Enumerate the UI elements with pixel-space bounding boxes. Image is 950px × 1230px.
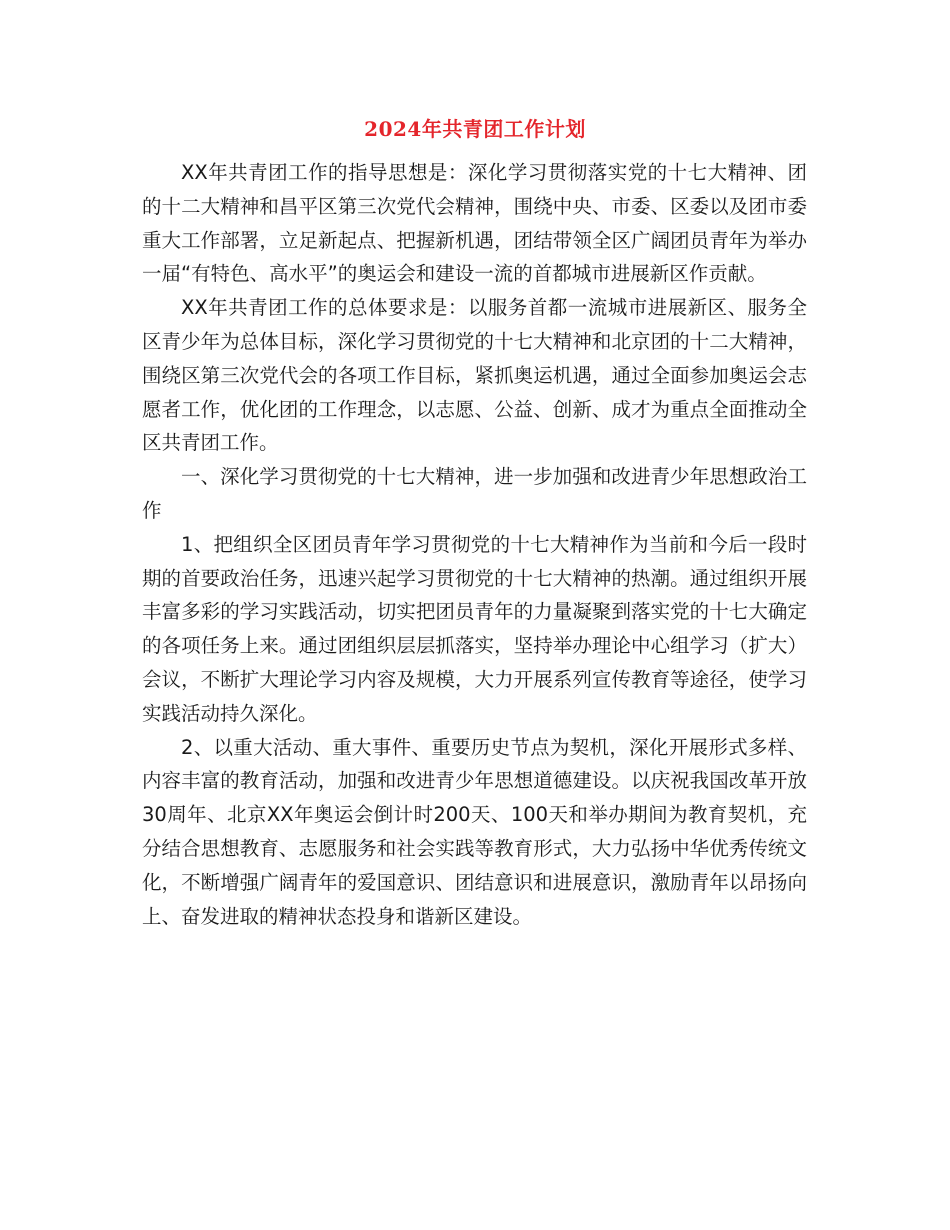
paragraph-item-1: 1、把组织全区团员青年学习贯彻党的十七大精神作为当前和今后一段时期的首要政治任务，迅速兴起学习贯彻党的十七大精神的热潮。通过组织开展丰富多彩的学习实践活动，切实把团员青年的力量凝聚到落实党的十七大确定的各项任务上来。通过团组织层层抓落实，坚持举办理论中心组学习（扩大）会议，不断扩大理论学习内容及规模，大力开展系列宣传教育等途径，使学习实践活动持久深化。 bbox=[142, 532, 807, 725]
section-heading-one: 一、深化学习贯彻党的十七大精神，进一步加强和改进青少年思想政治工作 bbox=[142, 465, 807, 522]
paragraph-guiding-ideology: XX年共青团工作的指导思想是：深化学习贯彻落实党的十七大精神、团的十二大精神和昌平区第三次党代会精神，围绕中央、市委、区委以及团市委重大工作部署，立足新起点、把握新机遇，团结带领全区广阔团员青年为举办一届“有特色、高水平”的奥运会和建设一流的首都城市进展新区作贡献。 bbox=[142, 161, 807, 286]
paragraph-item-2: 2、以重大活动、重大事件、重要历史节点为契机，深化开展形式多样、内容丰富的教育活动，加强和改进青少年思想道德建设。以庆祝我国改革开放30周年、北京XX年奥运会倒计时200天、100天和举办期间为教育契机，充分结合思想教育、志愿服务和社会实践等教育形式，大力弘扬中华优秀传统文化，不断增强广阔青年的爱国意识、团结意识和进展意识，激励青年以昂扬向上、奋发进取的精神状态投身和谐新区建设。 bbox=[142, 735, 807, 928]
paragraph-overall-requirements: XX年共青团工作的总体要求是：以服务首都一流城市进展新区、服务全区青少年为总体目标，深化学习贯彻党的十七大精神和北京团的十二大精神，围绕区第三次党代会的各项工作目标，紧抓奥运机遇，通过全面参加奥运会志愿者工作，优化团的工作理念，以志愿、公益、创新、成才为重点全面推动全区共青团工作。 bbox=[142, 296, 807, 455]
document-title: 2024年共青团工作计划 bbox=[364, 117, 586, 141]
document-body bbox=[142, 156, 807, 933]
